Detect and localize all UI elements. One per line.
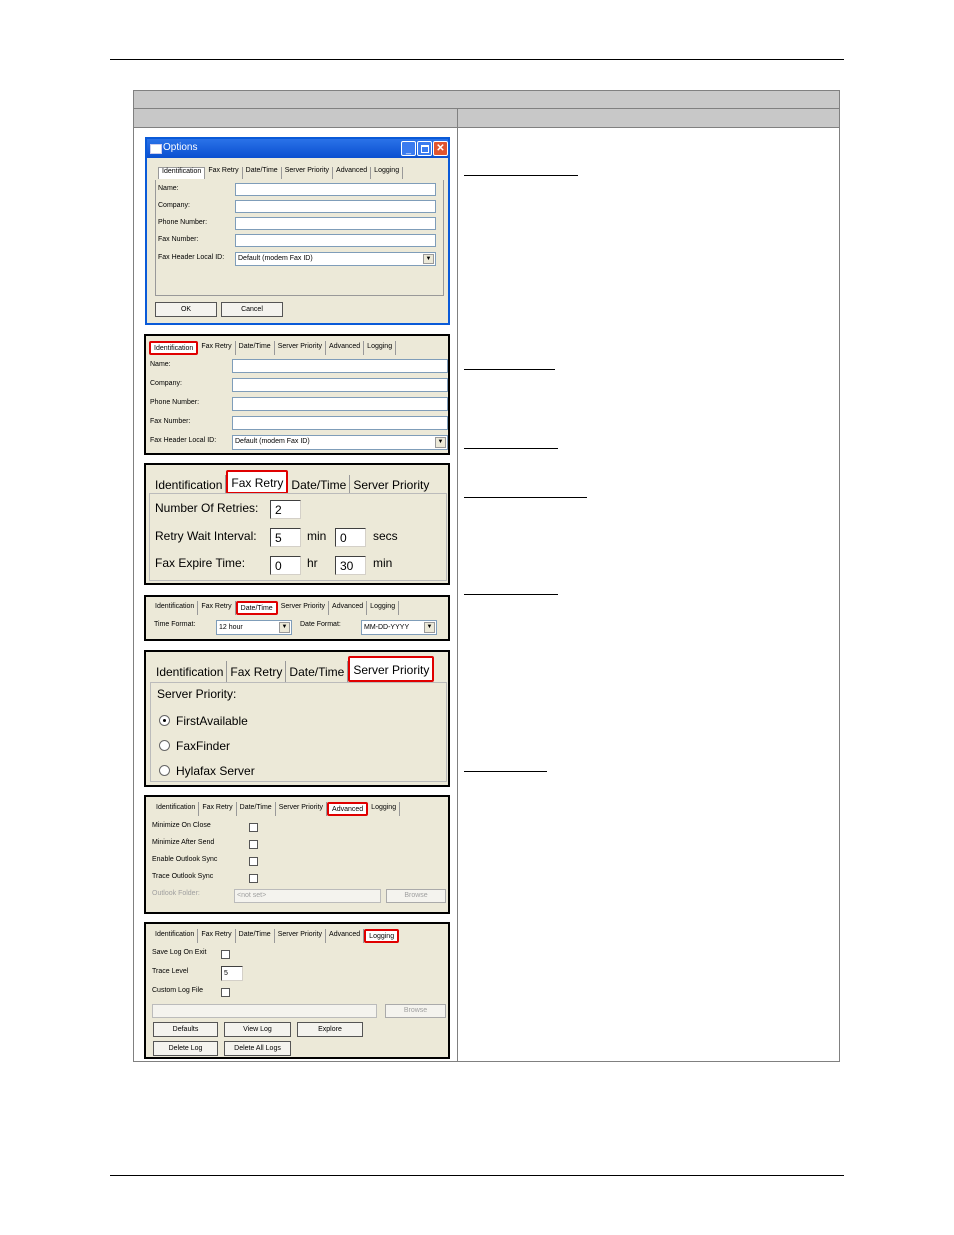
phone-label: Phone Number: — [150, 399, 200, 406]
date-time-panel — [144, 595, 450, 641]
company-label: Company: — [150, 380, 182, 387]
tab-fax-retry[interactable]: Fax Retry — [198, 341, 235, 355]
tab-date-time[interactable]: Date/Time — [286, 661, 348, 682]
close-icon[interactable]: ✕ — [433, 141, 448, 156]
tab-server-priority[interactable]: Server Priority — [275, 929, 326, 943]
time-format-select[interactable] — [216, 620, 292, 635]
company-field[interactable] — [235, 200, 436, 213]
underline-1 — [464, 175, 578, 176]
fax-header-value: Default (modem Fax ID) — [235, 438, 310, 445]
chevron-down-icon[interactable]: ▼ — [424, 622, 435, 633]
fax-header-value: Default (modem Fax ID) — [238, 255, 313, 262]
minimize-icon[interactable]: _ — [401, 141, 416, 156]
underline-5 — [464, 594, 558, 595]
server-priority-tabs — [153, 656, 434, 682]
identification-panel — [144, 334, 450, 455]
tab-fax-retry[interactable]: Fax Retry — [198, 929, 235, 943]
phone-field[interactable] — [232, 397, 448, 411]
tab-fax-retry[interactable]: Fax Retry — [205, 167, 242, 179]
chevron-down-icon[interactable]: ▼ — [423, 254, 434, 264]
tab-date-time[interactable]: Date/Time — [288, 475, 350, 494]
underline-6 — [464, 771, 547, 772]
phone-field[interactable] — [235, 217, 436, 230]
wait-secs-unit: secs — [373, 529, 398, 543]
tab-server-priority[interactable]: Server Priority — [353, 478, 430, 492]
tab-date-time[interactable]: Date/Time — [236, 341, 275, 355]
tab-identification[interactable]: Identification — [152, 929, 198, 943]
retries-label: Number Of Retries: — [155, 501, 259, 515]
tab-advanced[interactable]: Advanced — [329, 601, 367, 615]
faxfinder-label: FaxFinder — [176, 739, 231, 753]
column-divider — [457, 109, 458, 1061]
wait-min-unit: min — [307, 529, 327, 543]
tab-identification[interactable]: Identification — [152, 475, 226, 494]
outlook-folder-label: Outlook Folder: — [152, 890, 200, 897]
fax-header-select[interactable] — [235, 252, 436, 266]
faxfinder-radio[interactable] — [159, 740, 170, 751]
tab-logging[interactable]: Logging — [368, 802, 400, 816]
tab-logging[interactable]: Logging — [364, 929, 399, 943]
tab-advanced[interactable]: Advanced — [333, 167, 371, 179]
expire-min-value: 30 — [340, 559, 354, 573]
fax-number-label: Fax Number: — [150, 418, 191, 425]
cancel-button[interactable]: Cancel — [221, 302, 283, 317]
fax-retry-panel — [144, 463, 450, 585]
retries-field[interactable] — [270, 500, 301, 519]
wait-secs-field[interactable] — [335, 528, 366, 547]
name-label: Name: — [150, 361, 171, 368]
underline-3 — [464, 448, 558, 449]
trace-outlook-sync-checkbox[interactable] — [249, 874, 258, 883]
tab-advanced[interactable]: Advanced — [326, 929, 364, 943]
name-field[interactable] — [232, 359, 448, 373]
name-field[interactable] — [235, 183, 436, 196]
minimize-after-send-checkbox[interactable] — [249, 840, 258, 849]
delete-all-logs-button[interactable]: Delete All Logs — [224, 1041, 291, 1056]
underline-4 — [464, 497, 587, 498]
wait-min-value: 5 — [275, 531, 282, 545]
tab-fax-retry[interactable]: Fax Retry — [227, 661, 286, 682]
enable-outlook-sync-label: Enable Outlook Sync — [152, 856, 218, 863]
date-format-label: Date Format: — [300, 621, 341, 628]
first-available-radio[interactable] — [159, 715, 170, 726]
company-label: Company: — [158, 202, 190, 209]
fax-retry-tabs — [152, 470, 432, 494]
options-titlebar — [147, 139, 448, 158]
tab-logging[interactable]: Logging — [364, 341, 396, 355]
tab-identification[interactable]: Identification — [158, 167, 205, 179]
name-label: Name: — [158, 185, 179, 192]
time-format-value: 12 hour — [219, 624, 243, 631]
outlook-folder-field[interactable] — [234, 889, 381, 903]
custom-log-path-field[interactable] — [152, 1004, 377, 1018]
underline-2 — [464, 369, 555, 370]
tab-advanced[interactable]: Advanced — [327, 802, 368, 816]
table-title-row — [134, 91, 839, 109]
wait-label: Retry Wait Interval: — [155, 529, 257, 543]
tab-identification[interactable]: Identification — [149, 341, 198, 355]
header-rule — [110, 59, 844, 60]
first-available-label: FirstAvailable — [176, 714, 248, 728]
tab-date-time[interactable]: Date/Time — [237, 802, 276, 816]
defaults-button[interactable]: Defaults — [153, 1022, 218, 1037]
expire-label: Fax Expire Time: — [155, 556, 246, 570]
phone-label: Phone Number: — [158, 219, 208, 226]
expire-min-field[interactable] — [335, 556, 366, 575]
tab-server-priority[interactable]: Server Priority — [278, 601, 329, 615]
date-format-select[interactable] — [361, 620, 437, 635]
logging-tabs — [152, 929, 399, 943]
fax-number-field[interactable] — [232, 416, 448, 430]
window-icon — [150, 144, 162, 154]
chevron-down-icon[interactable]: ▼ — [435, 437, 446, 448]
time-format-label: Time Format: — [154, 621, 196, 628]
tab-logging[interactable]: Logging — [371, 167, 403, 179]
minimize-on-close-checkbox[interactable] — [249, 823, 258, 832]
server-priority-heading: Server Priority: — [157, 687, 237, 701]
trace-level-label: Trace Level — [152, 968, 189, 975]
tab-server-priority[interactable]: Server Priority — [275, 341, 326, 355]
fax-number-label: Fax Number: — [158, 236, 199, 243]
maximize-icon[interactable] — [417, 141, 432, 156]
tab-logging[interactable]: Logging — [367, 601, 399, 615]
hylafax-radio[interactable] — [159, 765, 170, 776]
date-time-tabs — [152, 601, 399, 615]
options-title: Options — [163, 142, 198, 153]
view-log-button[interactable]: View Log — [224, 1022, 291, 1037]
trace-level-field[interactable] — [221, 966, 243, 981]
chevron-down-icon[interactable]: ▼ — [279, 622, 290, 633]
trace-level-value: 5 — [224, 970, 228, 977]
outlook-folder-value: <not set> — [237, 892, 267, 899]
tab-server-priority[interactable]: Server Priority — [276, 802, 327, 816]
fax-header-select[interactable] — [232, 435, 448, 450]
delete-log-button[interactable]: Delete Log — [153, 1041, 218, 1056]
tab-identification[interactable]: Identification — [152, 601, 198, 615]
tab-fax-retry[interactable]: Fax Retry — [226, 470, 288, 494]
minimize-after-send-label: Minimize After Send — [152, 839, 215, 846]
browse-button[interactable]: Browse — [386, 889, 446, 903]
tab-identification[interactable]: Identification — [153, 802, 199, 816]
fax-header-label: Fax Header Local ID: — [158, 254, 225, 261]
tab-date-time[interactable]: Date/Time — [236, 601, 278, 615]
expire-hr-field[interactable] — [270, 556, 301, 575]
tab-fax-retry[interactable]: Fax Retry — [198, 601, 235, 615]
tab-fax-retry[interactable]: Fax Retry — [199, 802, 236, 816]
table-header-row — [134, 109, 839, 128]
expire-hr-value: 0 — [275, 559, 282, 573]
expire-min-unit: min — [373, 556, 393, 570]
ok-button[interactable]: OK — [155, 302, 217, 317]
browse-button[interactable]: Browse — [385, 1004, 446, 1018]
custom-log-checkbox[interactable] — [221, 988, 230, 997]
retries-value: 2 — [275, 503, 282, 517]
trace-outlook-sync-label: Trace Outlook Sync — [152, 873, 214, 880]
server-priority-panel — [144, 650, 450, 787]
hylafax-label: Hylafax Server — [176, 764, 255, 778]
company-field[interactable] — [232, 378, 448, 392]
options-dialog — [145, 137, 450, 325]
minimize-on-close-label: Minimize On Close — [152, 822, 211, 829]
save-log-checkbox[interactable] — [221, 950, 230, 959]
tab-server-priority[interactable]: Server Priority — [348, 656, 434, 682]
expire-hr-unit: hr — [307, 556, 318, 570]
tab-date-time[interactable]: Date/Time — [236, 929, 275, 943]
enable-outlook-sync-checkbox[interactable] — [249, 857, 258, 866]
custom-log-label: Custom Log File — [152, 987, 203, 994]
advanced-tabs — [153, 802, 400, 816]
wait-min-field[interactable] — [270, 528, 301, 547]
advanced-panel — [144, 795, 450, 914]
options-tabs — [158, 167, 403, 179]
wait-secs-value: 0 — [340, 531, 347, 545]
date-format-value: MM-DD-YYYY — [364, 624, 410, 631]
explore-button[interactable]: Explore — [297, 1022, 363, 1037]
tab-server-priority[interactable]: Server Priority — [282, 167, 333, 179]
fax-header-label: Fax Header Local ID: — [150, 437, 217, 444]
tab-identification[interactable]: Identification — [153, 661, 227, 682]
logging-panel — [144, 922, 450, 1059]
tab-date-time[interactable]: Date/Time — [243, 167, 282, 179]
save-log-label: Save Log On Exit — [152, 949, 207, 956]
fax-number-field[interactable] — [235, 234, 436, 247]
footer-rule — [110, 1175, 844, 1176]
tab-advanced[interactable]: Advanced — [326, 341, 364, 355]
identification-tabs — [149, 341, 396, 355]
